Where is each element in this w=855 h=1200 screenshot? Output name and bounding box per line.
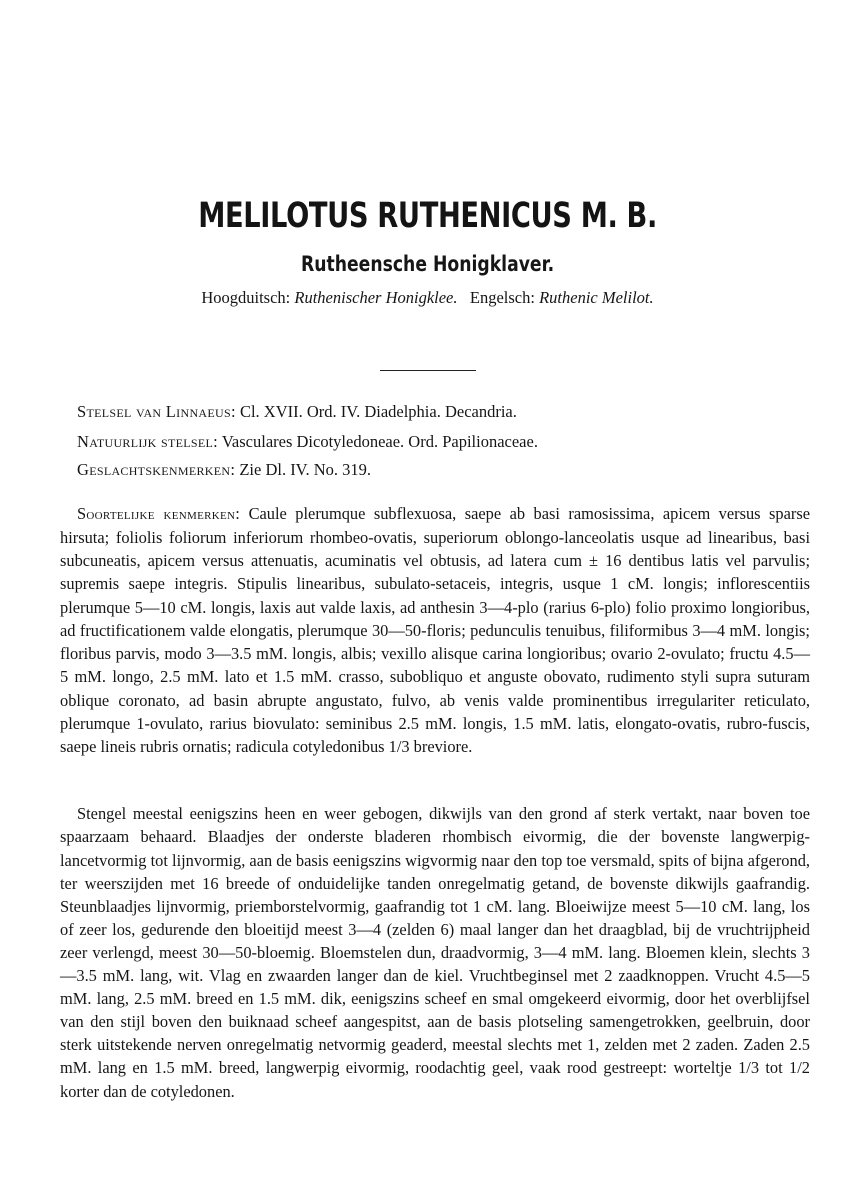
latin-description-text: Caule plerumque subflexuosa, saepe ab basi ramosissima, apicem versus sparse hirsuta; foliolis foliorum inferiorum rhombeo-ovatis, superiorum oblongo-lanceolatis usque ad linearibus, basi subcuneatis, apicem versus attenuatis, acuminatis vel obtusis, ad latera cum ± 16 dentibus latis vel parvulis; supremis saepe integris. Stipulis linearibus, subulato-setaceis, integris, usque 1 cM. longis; inflorescentiis plerumque 5—10 cM. longis, laxis aut valde laxis, ad anthesin 3—4-plo (rarius 6-plo) folio proximo longioribus, ad fructificationem valde elongatis, plerumque 30—50-floris; pedunculis tenuibus, filiformibus 3—4 mM. longis; floribus parvis, modo 3—3.5 mM. longis, albis; vexillo alisque carina longioribus; ovario 2-ovulato; fructu 4.5—5 mM. longo, 2.5 mM. lato et 1.5 mM. crasso, subobliquo et anguste obovato, rudimento styli supra suturam oblique coronato, ad basin abrupte angustato, fulvo, ab venis valde prominentibus irregulariter reticulato, plerumque 1-ovulato, rarius biovulato: seminibus 2.5 mM. longis, 1.5 mM. latis, elongato-ovatis, rubro-fuscis, saepe lineis rubris ornatis; radicula cotyledonibus 1/3 breviore. — [60, 504, 810, 757]
foreign-names-line — [0, 288, 855, 308]
latin-description — [60, 502, 810, 758]
natural-system-label: Natuurlijk stelsel: — [77, 432, 218, 451]
dutch-description: Stengel meestal eenigszins heen en weer gebogen, dikwijls van den grond af sterk vertakt, naar boven toe spaarzaam behaard. Blaadjes der onderste bladeren rhombisch eivormig, die der bovenste langwerpig-lancetvormig tot lijnvormig, aan de basis eenigszins wigvormig naar den top toe versmald, spits of bijna afgerond, ter weerszijden met 16 breede of onduidelijke tanden onregelmatig getand, de bovenste dikwijls gaafrandig. Steunblaadjes lijnvormig, priemborstelvormig, gaafrandig tot 1 cM. lang. Bloeiwijze meest 5—10 cM. lang, los of zeer los, gedurende den bloeitijd meest 3—4 (zelden 6) maal langer dan het draagblad, bij de vruchtrijpheid zeer verlengd, meest 30—50-bloemig. Bloemstelen dun, draadvormig, 3—4 mM. lang. Bloemen klein, slechts 3—3.5 mM. lang, wit. Vlag en zwaarden langer dan de kiel. Vruchtbeginsel met 2 zaadknoppen. Vrucht 4.5—5 mM. lang, 2.5 mM. breed en 1.5 mM. dik, eenigszins scheef en smal omgekeerd eivormig, door het overblijfsel van den stijl boven den buiknaad scheef aangespitst, aan de basis plotseling samengetrokken, geelbruin, door sterk uitstekende nerven onregelmatig netvormig geaderd, meestal slechts met 1, zelden met 2 zaden. Zaden 2.5 mM. lang en 1.5 mM. breed, langwerpig eivormig, roodachtig geel, vaak rood gestreept: worteltje 1/3 tot 1/2 korter dan de cotyledonen. — [60, 804, 810, 1101]
genus-characters-label: Geslachtskenmerken: — [77, 460, 236, 479]
linnaeus-label: Stelsel van Linnaeus: — [77, 402, 236, 421]
genus-characters-line — [77, 460, 817, 480]
english-name: Ruthenic Melilot. — [539, 288, 654, 307]
linnaeus-line — [77, 402, 817, 422]
english-label: Engelsch: — [469, 288, 535, 307]
genus-characters-value: Zie Dl. IV. No. 319. — [239, 460, 372, 479]
dutch-common-name: Rutheensche Honigklaver. — [300, 252, 555, 276]
species-characters-label: Soortelijke kenmerken: — [77, 504, 241, 524]
german-label: Hoogduitsch: — [201, 288, 291, 307]
page-title: MELILOTUS RUTHENICUS M. B. — [198, 196, 657, 236]
natural-system-value: Vasculares Dicotyledoneae. Ord. Papilionaceae. — [221, 432, 538, 451]
german-name: Ruthenischer Honigklee. — [294, 288, 458, 307]
natural-system-line — [77, 432, 817, 452]
linnaeus-value: Cl. XVII. Ord. IV. Diadelphia. Decandria. — [239, 402, 517, 421]
title-divider — [380, 370, 476, 371]
